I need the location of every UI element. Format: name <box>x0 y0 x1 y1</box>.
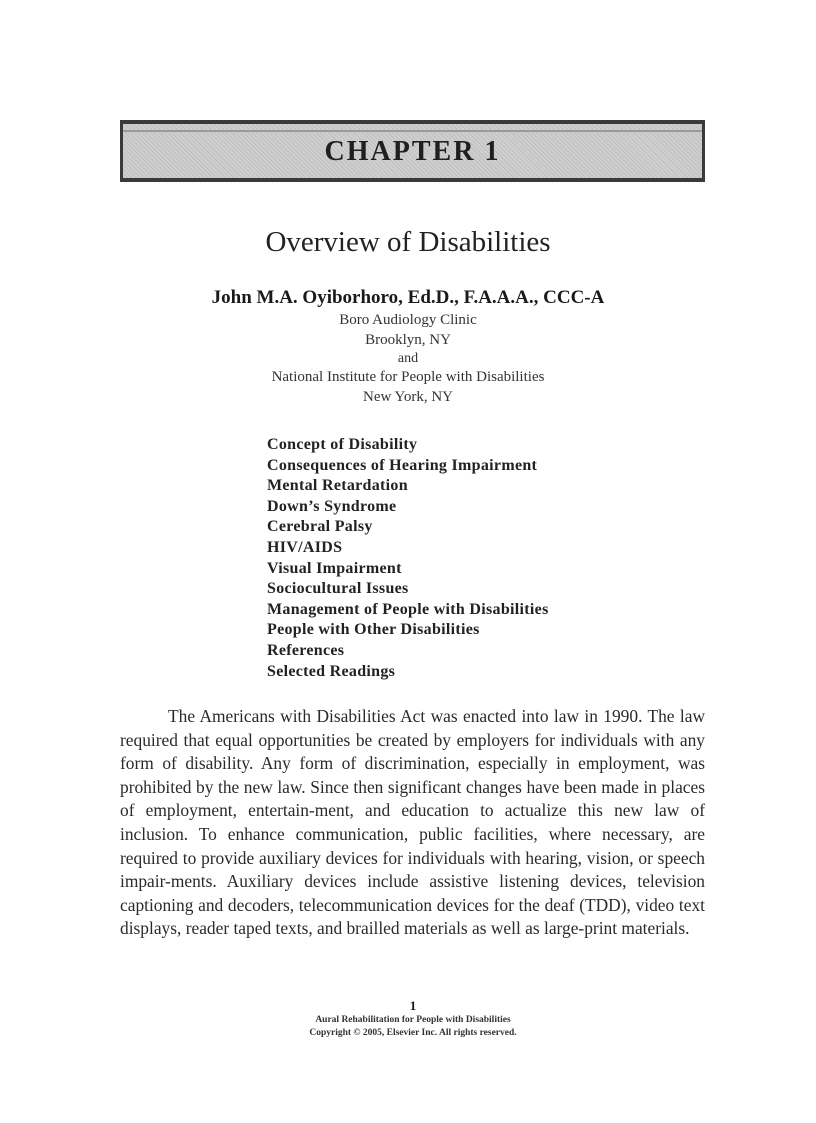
toc-item-hiv-aids: HIV/AIDS <box>267 538 343 556</box>
toc-item-cerebral-palsy: Cerebral Palsy <box>267 518 373 536</box>
page-number: 1 <box>409 998 417 1013</box>
toc-item-hearing: Consequences of Hearing Impairment <box>267 456 538 474</box>
chapter-banner <box>120 120 705 182</box>
page-footer <box>0 998 816 1040</box>
book-title: Aural Rehabilitation for People with Disabilities <box>315 1015 511 1025</box>
toc-item-mental-retardation: Mental Retardation <box>267 477 408 495</box>
chapter-contents <box>267 435 549 682</box>
toc-item-management: Management of People with Disabilities <box>267 600 549 618</box>
toc-item-sociocultural: Sociocultural Issues <box>267 580 409 598</box>
toc-item-selected-readings: Selected Readings <box>267 662 396 680</box>
author-name: John M.A. Oyiborhoro, Ed.D., F.A.A.A., CCC-A <box>211 287 605 308</box>
chapter-label: CHAPTER 1 <box>324 136 501 167</box>
copyright-notice: Copyright © 2005, Elsevier Inc. All rights reserved. <box>309 1028 517 1038</box>
body-paragraph: The Americans with Disabilities Act was enacted into law in 1990. The law required that equal opportunities be created by employers for individuals with any form of disability. Any form of discrimination, especially in employment, was prohibited by the new law. Since then significant changes have been made in places of employment, entertain-ment, and education to actualize this new law of inclusion. To enhance communication, public facilities, where necessary, are required to provide auxiliary devices for individuals with hearing, vision, or speech impair-ments. Auxiliary devices include assistive listening devices, television captioning and decoders, telecommunication devices for the deaf (TDD), video text displays, reader taped texts, and brailled materials as well as large-print materials. <box>120 706 705 939</box>
chapter-title: Overview of Disabilities <box>265 226 551 258</box>
author-block <box>0 286 816 407</box>
banner-rule <box>123 130 702 132</box>
toc-item-references: References <box>267 641 345 659</box>
affiliation-institute: National Institute for People with Disabilities <box>271 369 545 385</box>
toc-item-visual-impairment: Visual Impairment <box>267 559 402 577</box>
toc-item-downs-syndrome: Down’s Syndrome <box>267 497 397 515</box>
affiliation-and: and <box>397 351 419 366</box>
affiliation-clinic: Boro Audiology Clinic <box>339 312 477 328</box>
toc-item-concept: Concept of Disability <box>267 436 418 453</box>
affiliation-city-2: New York, NY <box>362 389 453 405</box>
affiliation-city-1: Brooklyn, NY <box>365 332 451 348</box>
toc-item-other-disabilities: People with Other Disabilities <box>267 621 480 639</box>
